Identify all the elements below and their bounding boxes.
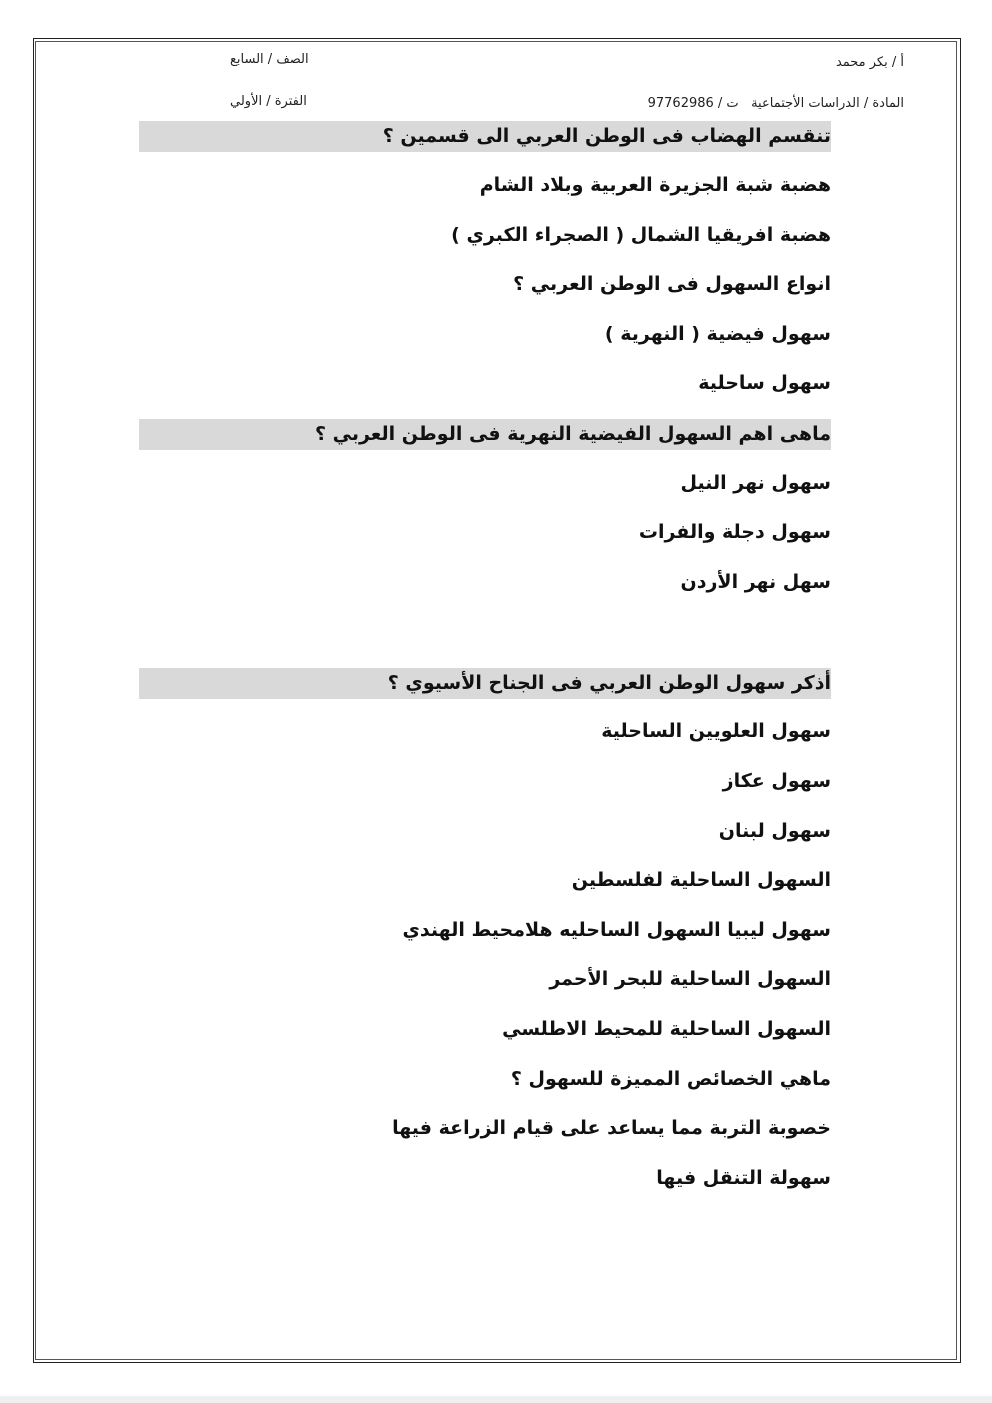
phone-number: ت / 97762986 xyxy=(647,96,739,111)
answer-line: سهول فيضية ( النهرية ) xyxy=(604,323,831,345)
term-label: الفترة / الأولي xyxy=(230,94,307,109)
question-line: أذكر سهول الوطن العربي فى الجناح الأسيوي ؟ xyxy=(139,668,831,699)
grade-label: الصف / السابع xyxy=(230,52,309,67)
teacher-name: أ / بكر محمد xyxy=(835,55,904,70)
answer-line: هضبة افريقيا الشمال ( الصجراء الكبري ) xyxy=(451,224,831,246)
answer-line: هضبة شبة الجزيرة العربية وبلاد الشام xyxy=(479,174,831,196)
answer-line: سهول ليبيا السهول الساحليه هلامحيط الهندي xyxy=(402,919,831,941)
answer-line: خصوبة التربة مما يساعد على قيام الزراعة فيها xyxy=(392,1117,831,1139)
subject-line xyxy=(648,97,904,110)
answer-line: سهول لبنان xyxy=(718,820,831,842)
answer-line: سهول نهر النيل xyxy=(680,472,831,494)
answer-line: سهول العلويين الساحلية xyxy=(601,720,831,742)
answer-line: السهول الساحلية للمحيط الاطلسي xyxy=(502,1018,831,1040)
answer-line: سهل نهر الأردن xyxy=(680,571,831,593)
answer-line: انواع السهول فى الوطن العربي ؟ xyxy=(513,273,831,295)
answer-line: سهول دجلة والفرات xyxy=(638,521,831,543)
answer-line: السهول الساحلية للبحر الأحمر xyxy=(549,968,831,990)
answer-line: سهول عكاز xyxy=(722,770,831,792)
scan-edge xyxy=(0,1396,992,1403)
question-line: ماهى اهم السهول الفيضية النهرية فى الوطن العربي ؟ xyxy=(139,419,831,450)
question-line: ماهي الخصائص المميزة للسهول ؟ xyxy=(510,1068,831,1090)
answer-line: السهول الساحلية لفلسطين xyxy=(571,869,831,891)
answer-line: سهولة التنقل فيها xyxy=(656,1167,831,1189)
answer-line: سهول ساحلية xyxy=(698,372,831,394)
subject-label: المادة / الدراسات الأجتماعية xyxy=(751,96,904,111)
question-line: تنقسم الهضاب فى الوطن العربي الى قسمين ؟ xyxy=(139,121,831,152)
